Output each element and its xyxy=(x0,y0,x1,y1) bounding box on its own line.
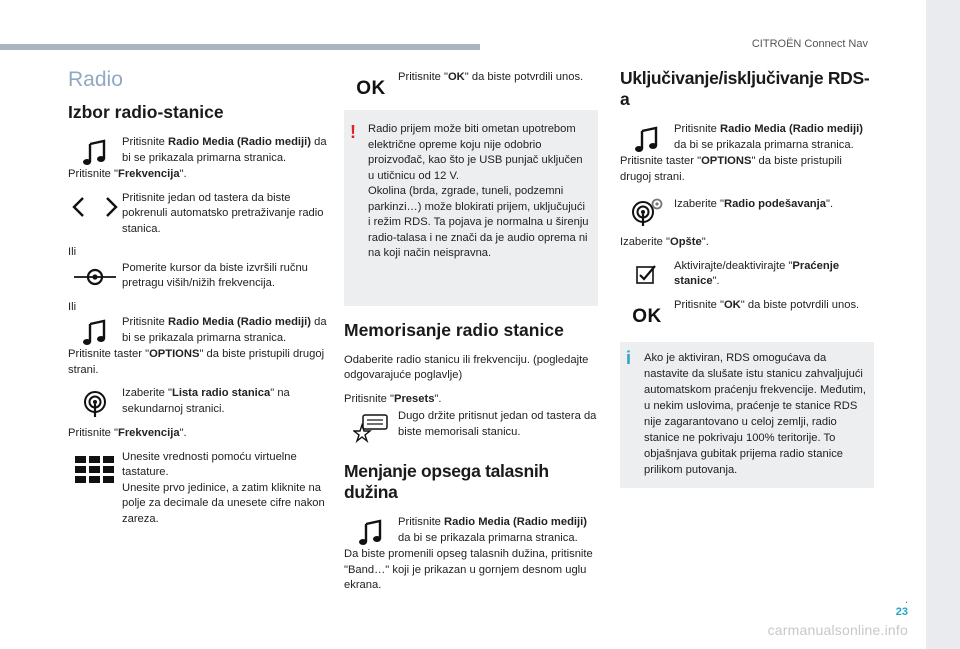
memorise-intro: Odaberite radio stanicu ili frekvenciju. (pogledajte odgovarajuće poglavlje) xyxy=(344,353,589,381)
chevron-right-icon xyxy=(107,198,116,216)
step-radio-media-2: Pritisnite Radio Media (Radio mediji) da bi se prikazala primarna stranica. xyxy=(68,315,330,347)
or-label-2: Ili xyxy=(68,300,77,313)
step-auto-search: Pritisnite jedan od tastera da biste pokrenuli automatsko pretraživanje radio stanica. xyxy=(68,191,330,238)
top-rule xyxy=(0,44,480,50)
music-note-icon xyxy=(82,139,108,167)
step-hold-preset: Dugo držite pritisnut jedan od tastera da biste memorisali stanicu. xyxy=(344,409,598,443)
band-instructions: Da biste promenili opseg talasnih dužina, pritisnite "Band…" koji je prikazan u gornjem desnom uglu ekrana. xyxy=(344,548,593,591)
chevron-left-icon xyxy=(74,198,83,216)
radio-settings-icon xyxy=(629,197,665,227)
step-keypad: Unesite vrednosti pomoću virtuelne tastature. Unesite prvo jedinice, a zatim kliknite na polje za decimale da unesete cifre nakon zareza. xyxy=(68,450,330,528)
music-note-icon xyxy=(634,126,660,154)
column-1 xyxy=(68,56,330,535)
info-text: Ako je aktiviran, RDS omogućava da nastavite da slušate istu stanicu zahvaljujući automatskom praćenju frekvencije. Međutim, u nekim uslovima, praćenje te stanice RDS nije zagarantovano u celoj zemlji, radio stanice ne pokrivaju 100% teritorije. To objašnjava gubitak prijema radio stanice prilikom putovanja. xyxy=(644,351,866,476)
step-rds-options: Pritisnite taster "OPTIONS" da biste pristupili drugoj strani. xyxy=(620,155,842,183)
radio-list-icon xyxy=(81,390,109,418)
warning-icon: ! xyxy=(350,122,356,142)
footer-dot: . xyxy=(904,594,908,606)
music-note-icon xyxy=(82,319,108,347)
step-station-list: Izaberite "Lista radio stanica" na sekundarnoj stranici. xyxy=(68,386,330,418)
heading-memorise: Memorisanje radio stanice xyxy=(344,319,564,340)
step-radio-media-3: Pritisnite Radio Media (Radio mediji) da bi se prikazala primarna stranica. xyxy=(344,515,598,547)
step-rds-ok: OK Pritisnite "OK" da biste potvrdili unos. xyxy=(632,298,860,327)
info-box xyxy=(620,342,874,488)
ok-icon: OK xyxy=(632,305,662,327)
brand-label: CITROËN Connect Nav xyxy=(751,38,868,50)
step-rds-radio-media: Pritisnite Radio Media (Radio mediji) da bi se prikazala primarna stranica. xyxy=(620,122,874,154)
page-number: 23 xyxy=(895,606,908,618)
step-options: Pritisnite taster "OPTIONS" da biste pristupili drugoj strani. xyxy=(68,348,325,376)
step-frequency: Pritisnite "Frekvencija". xyxy=(68,168,187,180)
step-general: Izaberite "Opšte". xyxy=(620,236,709,248)
heading-rds: Uključivanje/isključivanje RDS-a xyxy=(620,68,870,109)
tuner-slider-icon xyxy=(72,265,118,289)
step-radio-media: Pritisnite Radio Media (Radio mediji) da bi se prikazala primarna stranica. xyxy=(68,135,330,167)
step-radio-settings: Izaberite "Radio podešavanja". xyxy=(620,193,874,227)
section-title: Radio xyxy=(68,68,123,91)
step-ok-confirm: OK Pritisnite "OK" da biste potvrdili unos. xyxy=(356,71,584,99)
step-frequency-2: Pritisnite "Frekvencija". xyxy=(68,427,187,439)
column-3 xyxy=(620,56,874,488)
warning-box xyxy=(344,110,598,306)
heading-station-select: Izbor radio-stanice xyxy=(68,102,224,122)
or-label: Ili xyxy=(68,246,77,258)
info-icon: i xyxy=(626,347,632,368)
checkbox-icon xyxy=(635,263,659,287)
warning-text: Radio prijem može biti ometan upotrebom električne opreme koju nije odobrio proizvođač, kao što je USB punjač uključen u utičnicu od 12 V. Okolina (brda, zgrade, tuneli, podzemni parkinzi…) može blokirati prijem, uključujući i režim RDS. Ta pojava je normalna u širenju radio-talasa i ne znači da je audio oprema ni na koji način neispravna. xyxy=(368,123,589,259)
side-margin xyxy=(926,0,960,649)
heading-band: Menjanje opsega talasnih dužina xyxy=(344,461,549,502)
column-2 xyxy=(344,56,598,602)
step-manual-search: Pomerite kursor da biste izvršili ručnu pretragu viših/nižih frekvencija. xyxy=(68,261,330,292)
step-presets: Pritisnite "Presets". xyxy=(344,392,442,405)
music-note-icon xyxy=(358,519,384,547)
ok-icon: OK xyxy=(356,78,386,99)
keypad-icon xyxy=(75,456,115,484)
presets-star-icon xyxy=(353,413,389,443)
step-station-tracking: Aktivirajte/deaktivirajte "Praćenje stanice". xyxy=(620,259,874,290)
watermark: carmanualsonline.info xyxy=(767,622,908,638)
